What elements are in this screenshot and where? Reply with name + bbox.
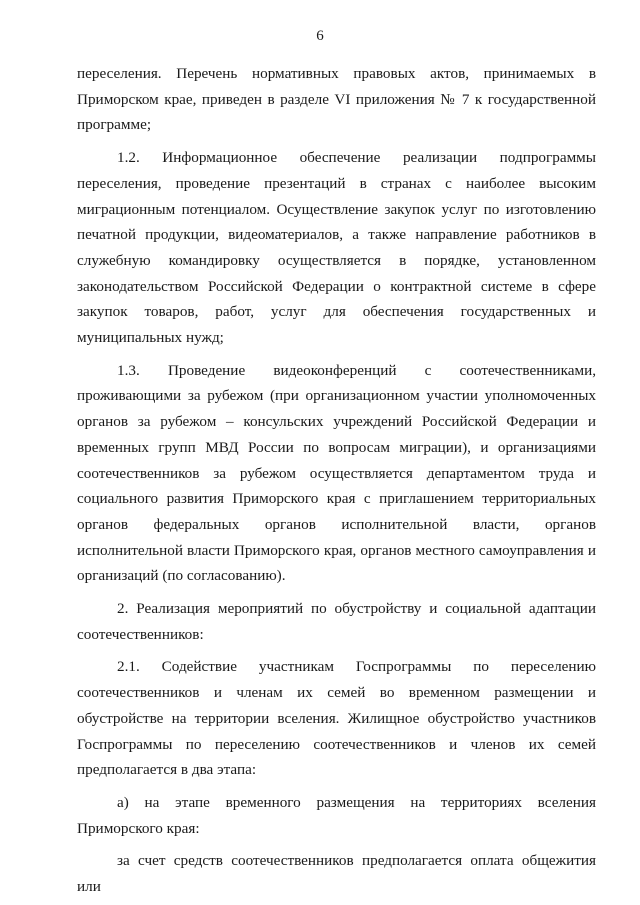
paragraph-2-adaptation-measures: 2. Реализация мероприятий по обустройству и социальной адаптации соотечественников: — [77, 600, 596, 643]
paragraph-dormitory-payment: за счет средств соотечественников предполагается оплата общежития или — [77, 852, 596, 896]
document-body — [77, 61, 596, 900]
paragraph-1-2-information-support: 1.2. Информационное обеспечение реализации подпрограммы переселения, проведение презентаций в странах с наиболее высоким миграционным потенциалом. Осуществление закупок услуг по изготовлению печатной продукции, видеоматериалов, а также направление работников в служебную командировку осуществляется в порядке, установленном законодательством Российской Федерации о контрактной системе в сфере закупок товаров, работ, услуг для обеспечения государственных и муниципальных нужд; — [77, 149, 596, 347]
paragraph-2-1-accommodation-assistance: 2.1. Содействие участникам Госпрограммы по переселению соотечественников и членам их семей во временном размещении и обустройстве на территории вселения. Жилищное обустройство участников Госпрограммы по переселению соотечественников и членов их семей предполагается в два этапа: — [77, 658, 596, 779]
paragraph-a-temporary-placement: а) на этапе временного размещения на территориях вселения Приморского края: — [77, 793, 596, 837]
paragraph-resettlement-acts: переселения. Перечень нормативных правовых актов, принимаемых в Приморском крае, приведен в разделе VI приложения № 7 к государственной программе; — [77, 65, 596, 134]
page-number: 6 — [316, 28, 324, 44]
paragraph-1-3-video-conferences: 1.3. Проведение видеоконференций с соотечественниками, проживающими за рубежом (при организационном участии уполномоченных органов за рубежом – консульских учреждений Российской Федерации и временных групп МВД России по вопросам миграции), и организациями соотечественников за рубежом осуществляется департаментом труда и социального развития Приморского края с приглашением территориальных органов федеральных органов исполнительной власти, органов исполнительной власти Приморского края, органов местного самоуправления и организаций (по согласованию). — [77, 361, 596, 585]
